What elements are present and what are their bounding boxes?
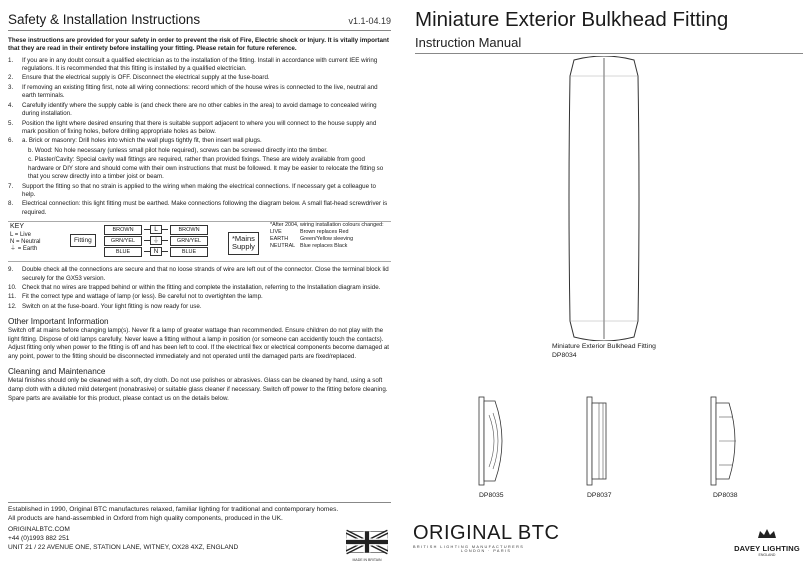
about-text-2: All products are hand-assembled in Oxford from high quality components, produced in the UK.	[8, 514, 283, 522]
product-title: Miniature Exterior Bulkhead Fitting	[415, 8, 729, 31]
step-item: b. Wood: No hole necessary (unless small pilot hole required), screws can be screwed directly into the timber.	[28, 146, 328, 154]
earth-terminal-icon: ⏚	[150, 236, 162, 245]
step-item: 8. Electrical connection: this light fitting must be earthed. Make connections following the diagram below. A small flat-head screwdriver is required.	[8, 200, 388, 216]
crown-icon	[757, 529, 777, 539]
step-item: 11. Fit the correct type and wattage of lamp (or less). Be careful not to overtighten the lamp.	[8, 293, 263, 301]
fitting-box: Fitting	[70, 234, 96, 247]
main-product-code: DP8034	[552, 351, 577, 359]
cleaning-title: Cleaning and Maintenance	[8, 367, 106, 377]
cleaning-text: Metal finishes should only be cleaned with a soft, dry cloth. Do not use polishes or abrasives. Glass can be cleaned by hand, using a soft damp cloth with a diluted mild detergent (nonabrasive) or suitable glass cleaner if necessary. Switch off power to the fitting before cleaning. Spare parts are available for this product, please contact us on the details below.	[8, 377, 388, 402]
version-label: v1.1-04.19	[348, 16, 391, 26]
dp8038-side-illustration	[709, 395, 745, 487]
about-text-1: Established in 1990, Original BTC manufactures relaxed, familiar lighting for traditional and contemporary homes.	[8, 506, 339, 513]
step-item: 6. a. Brick or masonry: Drill holes into which the wall plugs tightly fit, then insert wall plugs.	[8, 137, 262, 145]
colour-change-note: *After 2004, wiring installation colours changed: LIVE Brown replaces Red EARTH Green/Yellow sleeving NEUTRAL Blue replaces Black	[270, 222, 384, 249]
mains-supply-box: *Mains Supply	[228, 232, 259, 255]
wiring-key	[10, 223, 41, 253]
step-item: 4. Carefully identify where the supply cable is (and check there are no other cables in the area) to avoid damage to concealed wiring during installation.	[8, 101, 377, 118]
left-header	[8, 12, 391, 31]
safety-title: Safety & Installation Instructions	[8, 12, 201, 27]
steps-list-1	[8, 57, 391, 218]
address: UNIT 21 / 22 AVENUE ONE, STATION LANE, WITNEY, OX28 4XZ, ENGLAND	[8, 543, 239, 551]
dp8037-side-illustration	[585, 395, 619, 487]
step-item: c. Plaster/Cavity: Special cavity wall fittings are required, rather than provided fixings. These are widely available from good hardware or DIY store and should come with their own instructions that must be followed. It may be easier to relocate the fitting so that you screw directly into a timber joist or beam.	[28, 156, 384, 181]
original-btc-logo: ORIGINAL BTC BRITISH LIGHTING MANUFACTURERS LONDON · PARIS	[413, 522, 560, 553]
earth-icon: ⏚	[10, 245, 17, 252]
union-flag-icon	[346, 527, 388, 557]
left-footer	[8, 502, 391, 552]
right-page	[413, 8, 803, 568]
davey-lighting-logo: DAVEY LIGHTING ENGLAND	[731, 526, 803, 557]
intro-text: These instructions are provided for your safety in order to prevent the risk of Fire, Electric shock or Injury. It is vitally important that they are read in their entirety before installing your fitting. Please retain for future reference.	[8, 37, 389, 53]
website-link[interactable]: ORIGINALBTC.COM	[8, 526, 70, 534]
wire-row-neutral: BLUE N BLUE	[104, 246, 224, 257]
other-info-title: Other Important Information	[8, 317, 109, 327]
key-neutral: N = Neutral	[10, 238, 41, 245]
manual-subtitle: Instruction Manual	[415, 35, 803, 54]
step-item: 3. If removing an existing fitting first, note all wiring connections: record which of the house wires is connected to the live, neutral and earth terminals.	[8, 83, 378, 100]
code-dp8037: DP8037	[587, 492, 612, 499]
step-item: 9. Double check all the connections are secure and that no loose strands of wire are left out of the connector. Close the terminal block lid securely for the GX53 version.	[8, 266, 389, 282]
steps-list-2	[8, 266, 391, 311]
step-item: 7. Support the fitting so that no strain is applied to the wiring when making the electrical connections. If necessary get a colleague to help.	[8, 182, 376, 198]
key-live: L = Live	[10, 231, 31, 238]
step-item: 1. If you are in any doubt consult a qualified electrician as to the installation of the fitting. Install in accordance with current IEE wiring regulations. It is recommended that this fitting is installed by a qualified electrician.	[8, 56, 378, 73]
left-page	[8, 12, 391, 403]
phone-number: +44 (0)1993 882 251	[8, 534, 70, 542]
wiring-diagram	[8, 221, 391, 262]
key-title: KEY	[10, 223, 25, 231]
bulkhead-front-illustration	[566, 56, 642, 341]
main-caption: Miniature Exterior Bulkhead Fitting DP8034	[552, 343, 656, 359]
step-item: 2. Ensure that the electrical supply is OFF. Disconnect the electrical supply at the fuse-board.	[8, 74, 270, 82]
step-item: 5. Position the light where desired ensuring that there is suitable support adjacent to where you will connect to the house supply and mark position of fixing holes, before drilling appropriate holes as below.	[8, 119, 377, 135]
made-in-britain: MADE IN BRITAIN	[352, 558, 382, 562]
other-info-text: Switch off at mains before changing lamp(s). Never fit a lamp of greater wattage than recommended. Ensure children do not play with the light fitting. Dispose of old lamps carefully. Never leave a fitting without a lamp in position (or someone can accidently touch the contacts). Adjust fitting only when power to the fitting is off and has been left to cool. If the electrical flex or electrical components become damaged at any point, power to the fitting should be disconnected immediately and not operated until the damaged parts are fixed/replaced.	[8, 327, 389, 360]
code-dp8035: DP8035	[479, 492, 504, 499]
step-item: 10. Check that no wires are trapped behind or within the fitting and complete the installation, referring to the Installation diagram inside.	[8, 284, 381, 292]
wire-row-earth: GRN/YEL ⏚ GRN/YEL	[104, 235, 224, 246]
dp8035-side-illustration	[477, 395, 511, 487]
step-item: 12. Switch on at the fuse-board. Your light fitting is now ready for use.	[8, 302, 202, 310]
contact-block	[8, 526, 391, 552]
key-earth: = Earth	[17, 245, 38, 252]
wire-row-live: BROWN L BROWN	[104, 224, 224, 235]
wire-rows	[104, 224, 224, 257]
code-dp8038: DP8038	[713, 492, 738, 499]
